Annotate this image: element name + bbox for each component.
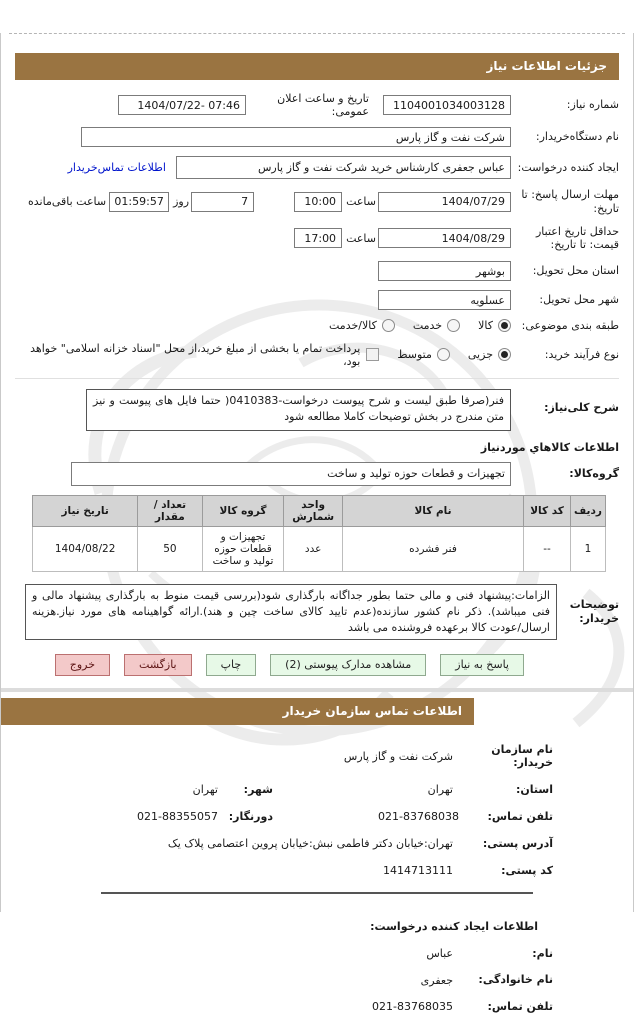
price-validity-time-field[interactable]: 17:00	[294, 228, 342, 248]
treasury-docs-checkbox-label: پرداخت تمام یا بخشی از مبلغ خرید،از محل "اسناد خزانه اسلامی" خواهد بود،	[30, 341, 361, 368]
row-goods-group	[15, 462, 619, 486]
delivery-city-field[interactable]: عسلویه	[378, 290, 511, 310]
row-postal-code	[81, 864, 553, 878]
row-province-city	[81, 783, 553, 797]
row-last-name	[81, 973, 553, 987]
radio-service-label: خدمت	[412, 319, 443, 333]
cell-group: تجهیزات و قطعات حوزه تولید و ساخت	[202, 526, 284, 571]
delivery-province-field[interactable]: بوشهر	[378, 261, 511, 281]
radio-medium[interactable]	[437, 348, 450, 361]
col-quantity[interactable]: تعداد / مقدار	[138, 495, 202, 526]
creator-label: ایجاد کننده درخواست:	[517, 160, 619, 174]
treasury-docs-checkbox[interactable]	[366, 348, 379, 361]
need-number-label: شماره نیاز:	[566, 98, 619, 112]
deadline-days-field[interactable]: 7	[191, 192, 254, 212]
description-label: شرح کلی‌نیاز:	[544, 400, 619, 414]
row-price-validity	[15, 225, 619, 253]
cell-code: --	[524, 526, 571, 571]
goods-section-title: اطلاعات کالاهاي موردنیاز	[480, 440, 619, 454]
row-buyer-notes	[15, 584, 619, 640]
col-code[interactable]: کد کالا	[524, 495, 571, 526]
first-name-value: عباس	[426, 946, 453, 960]
cell-need-date: 1404/08/22	[33, 526, 138, 571]
row-first-name	[81, 947, 553, 961]
radio-goods-service[interactable]	[382, 319, 395, 332]
price-validity-date-field[interactable]: 1404/08/29	[378, 228, 511, 248]
goods-group-field[interactable]: تجهیزات و قطعات حوزه تولید و ساخت	[71, 462, 511, 486]
row-phone-fax	[81, 810, 553, 824]
goods-table	[32, 495, 606, 572]
contact-fax-value: 021-88355057	[137, 810, 218, 824]
price-validity-label: حداقل تاریخ اعتبار قیمت: تا تاریخ:	[535, 224, 619, 252]
radio-goods[interactable]	[498, 319, 511, 332]
deadline-date-field[interactable]: 1404/07/29	[378, 192, 511, 212]
contact-title-bar	[1, 698, 474, 725]
remaining-time-label: ساعت باقی‌مانده	[28, 195, 107, 209]
creator-section-title: اطلاعات ایجاد کننده درخواست:	[370, 919, 538, 933]
deadline-label: مهلت ارسال پاسخ: تا تاریخ:	[521, 188, 619, 215]
contact-title: اطلاعات تماس سازمان خریدار	[282, 703, 462, 718]
radio-service[interactable]	[447, 319, 460, 332]
creator-section-divider	[101, 892, 533, 894]
row-subject-classification	[15, 319, 619, 333]
creator-phone-value: 021-83768035	[372, 1000, 453, 1014]
row-process-type	[15, 342, 619, 368]
org-name-label: نام سازمان خریدار:	[491, 742, 553, 770]
row-delivery-province	[15, 261, 619, 281]
row-description	[15, 389, 619, 431]
view-docs-button[interactable]: مشاهده مدارک پیوستی (2)	[270, 654, 426, 676]
goods-group-label: گروه‌کالا:	[569, 466, 619, 480]
row-delivery-city	[15, 290, 619, 310]
radio-minor[interactable]	[498, 348, 511, 361]
address-value: تهران:خیابان دکتر فاطمی نبش:خیابان پروین اعتصامی پلاک یک	[167, 836, 453, 850]
delivery-city-label: شهر محل تحویل:	[539, 293, 619, 307]
goods-table-header-row	[33, 495, 606, 526]
org-name-value: شرکت نفت و گاز پارس	[343, 749, 453, 763]
section-divider-band	[1, 688, 633, 692]
description-field[interactable]: فنر(صرفا طبق لیست و شرح پیوست درخواست-0410383( حتما فایل های پیوست و نیز متن مندرج در بخش توضیحات کاملا مطالعه شود	[86, 389, 511, 431]
col-row[interactable]: ردیف	[570, 495, 605, 526]
col-need-date[interactable]: تاریخ نیاز	[33, 495, 138, 526]
row-creator	[15, 156, 619, 179]
deadline-time-field[interactable]: 10:00	[294, 192, 342, 212]
contact-city-value: تهران	[192, 783, 218, 797]
postal-code-value: 1414713111	[383, 864, 453, 878]
contact-fax-label: دورنگار:	[228, 809, 273, 823]
cell-row: 1	[570, 526, 605, 571]
respond-button[interactable]: پاسخ به نیاز	[440, 654, 524, 676]
section-separator	[15, 378, 619, 379]
row-creator-phone	[81, 1000, 553, 1014]
row-response-deadline	[15, 188, 619, 216]
row-address	[81, 837, 553, 851]
postal-code-label: کد پستی:	[501, 863, 553, 877]
address-label: آدرس پستی:	[482, 836, 553, 850]
row-buyer-org	[15, 127, 619, 147]
cell-unit: عدد	[284, 526, 342, 571]
col-name[interactable]: نام کالا	[342, 495, 523, 526]
exit-button[interactable]: خروج	[55, 654, 110, 676]
contact-section	[81, 743, 553, 878]
need-details-form	[1, 80, 633, 676]
creator-field[interactable]: عباس جعفری کارشناس خرید شرکت نفت و گاز پارس	[176, 156, 511, 179]
action-buttons	[15, 654, 619, 676]
details-title-bar	[15, 53, 619, 80]
cell-quantity: 50	[138, 526, 202, 571]
announce-label: تاریخ و ساعت اعلان عمومی:	[277, 92, 369, 118]
radio-goods-service-label: کالا/خدمت	[329, 319, 377, 333]
subject-classification-label: طبقه بندی موضوعی:	[521, 319, 619, 332]
creator-info-section	[81, 947, 553, 1014]
delivery-province-label: استان محل تحویل:	[532, 264, 619, 278]
radio-medium-label: متوسط	[397, 348, 432, 362]
process-type-label: نوع فرآیند خرید:	[544, 347, 619, 361]
page	[0, 33, 634, 1014]
radio-minor-label: جزیی	[467, 348, 493, 362]
col-unit[interactable]: واحد شمارش	[284, 495, 342, 526]
deadline-days-label: روز	[173, 195, 190, 209]
contact-phone-value: 021-83768038	[378, 810, 459, 824]
contact-phone-label: تلفن تماس:	[487, 809, 553, 823]
buyer-org-label: نام دستگاه‌خریدار:	[535, 130, 619, 144]
buyer-notes-label: توضیحات خریدار:	[569, 597, 619, 625]
contact-province-value: تهران	[427, 783, 453, 797]
col-group[interactable]: گروه کالا	[202, 495, 284, 526]
radio-goods-label: کالا	[478, 319, 493, 333]
cell-name: فنر فشرده	[342, 526, 523, 571]
back-button[interactable]: بازگشت	[124, 654, 192, 676]
goods-table-row[interactable]	[33, 526, 606, 571]
price-validity-hour-label: ساعت	[346, 231, 376, 245]
row-org-name	[81, 743, 553, 771]
announce-datetime-field[interactable]: 1404/07/22- 07:46	[118, 95, 246, 115]
remaining-time-field: 01:59:57	[109, 192, 169, 212]
need-number-field[interactable]: 1104001034003128	[383, 95, 511, 115]
first-name-label: نام:	[532, 946, 553, 960]
row-need-number	[15, 92, 619, 118]
details-title: جزئیات اطلاعات نیاز	[486, 59, 607, 73]
last-name-label: نام خانوادگی:	[478, 973, 553, 987]
buyer-contact-link[interactable]: اطلاعات تماس‌خریدار	[67, 161, 166, 174]
print-button[interactable]: چاپ	[206, 654, 257, 676]
top-dotted-separator	[9, 33, 625, 34]
buyer-org-field[interactable]: شرکت نفت و گاز پارس	[81, 127, 511, 147]
last-name-value: جعفری	[420, 973, 453, 987]
contact-city-label: شهر:	[243, 783, 273, 797]
contact-province-label: استان:	[516, 783, 553, 797]
buyer-notes-field[interactable]: الزامات:پیشنهاد فنی و مالی حتما بطور جداگانه بارگذاری شود(بررسی قیمت منوط به بارگذاری پیشنهاد مالی و فنی میباشد). ذکر نام کشور سازنده(عدم تایید کالای ساخت چین و هند).ارائه گواهینامه های مورد نیاز.هزینه ارسال/عودت کالا برعهده فروشنده می باشد	[25, 584, 557, 640]
creator-phone-label: تلفن تماس:	[487, 1000, 553, 1014]
deadline-hour-label: ساعت	[346, 195, 376, 209]
